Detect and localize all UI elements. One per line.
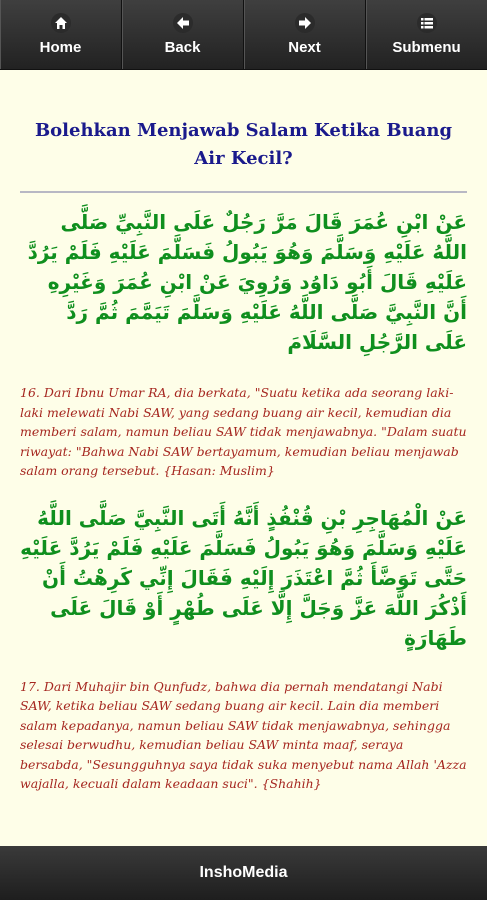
back-button-label: Back <box>164 39 201 56</box>
next-button-label: Next <box>288 39 321 56</box>
hadith-16-translation: 16. Dari Ibnu Umar RA, dia berkata, "Suatu ketika ada seorang laki-laki melewati Nabi SAW, yang sedang buang air kecil, kemudian dia memberi salam, namun beliau SAW tidak menjawabnya. "Dalam suatu riwayat: "Bahwa Nabi SAW bertayamum, kemudian beliau menjawab salam orang tersebut. {Hasan: Muslim} <box>20 385 467 478</box>
list-icon <box>417 13 437 33</box>
footer-brand: InshoMedia <box>199 864 288 881</box>
title-divider <box>20 191 467 193</box>
hadith-17-translation: 17. Dari Muhajir bin Qunfudz, bahwa dia pernah mendatangi Nabi SAW, ketika beliau SAW sedang buang air kecil. Lain dia memberi salam kepadanya, namun beliau SAW tidak menjawabnya, sehingga selesai berwudhu, kemudian beliau SAW minta maaf, seraya bersabda, "Sesungguhnya saya tidak suka menyebut nama Allah 'Azza wajalla, kecuali dalam keadaan suci". {Shahih} <box>20 678 467 791</box>
home-button[interactable] <box>0 0 122 69</box>
submenu-button[interactable] <box>366 0 487 69</box>
top-navbar <box>0 0 487 70</box>
page-title: Bolehkan Menjawab Salam Ketika Buang Air Kecil? <box>34 120 453 169</box>
back-button[interactable] <box>122 0 244 69</box>
arrow-left-icon <box>173 13 193 33</box>
footer-bar <box>0 846 487 900</box>
hadith-16-arabic: عَنْ ابْنِ عُمَرَ قَالَ مَرَّ رَجُلٌ عَلَى النَّبِيِّ صَلَّى اللَّهُ عَلَيْهِ وَسَلَّمَ وَهُوَ يَبُولُ فَسَلَّمَ عَلَيْهِ فَلَمْ يَرُدَّ عَلَيْهِ قَالَ أَبُو دَاوُد وَرُوِيَ عَنْ ابْنِ عُمَرَ وَغَيْرِهِ أَنَّ النَّبِيَّ صَلَّى اللَّهُ عَلَيْهِ وَسَلَّمَ تَيَمَّمَ ثُمَّ رَدَّ عَلَى الرَّجُلِ السَّلَامَ <box>27 210 467 354</box>
arrow-right-icon <box>295 13 315 33</box>
next-button[interactable] <box>244 0 366 69</box>
home-icon <box>51 13 71 33</box>
submenu-button-label: Submenu <box>392 39 461 56</box>
home-button-label: Home <box>39 39 82 56</box>
hadith-17-arabic: عَنْ الْمُهَاجِرِ بْنِ قُنْفُذٍ أَنَّهُ أَتَى النَّبِيَّ صَلَّى اللَّهُ عَلَيْهِ وَسَلَّمَ وَهُوَ يَبُولُ فَسَلَّمَ عَلَيْهِ فَلَمْ يَرُدَّ عَلَيْهِ حَتَّى تَوَضَّأَ ثُمَّ اعْتَذَرَ إِلَيْهِ فَقَالَ إِنِّي كَرِهْتُ أَنْ أَذْكُرَ اللَّهَ عَزَّ وَجَلَّ إِلَّا عَلَى طُهْرٍ أَوْ قَالَ عَلَى طَهَارَةٍ <box>20 505 467 650</box>
article-content[interactable] <box>0 71 487 846</box>
